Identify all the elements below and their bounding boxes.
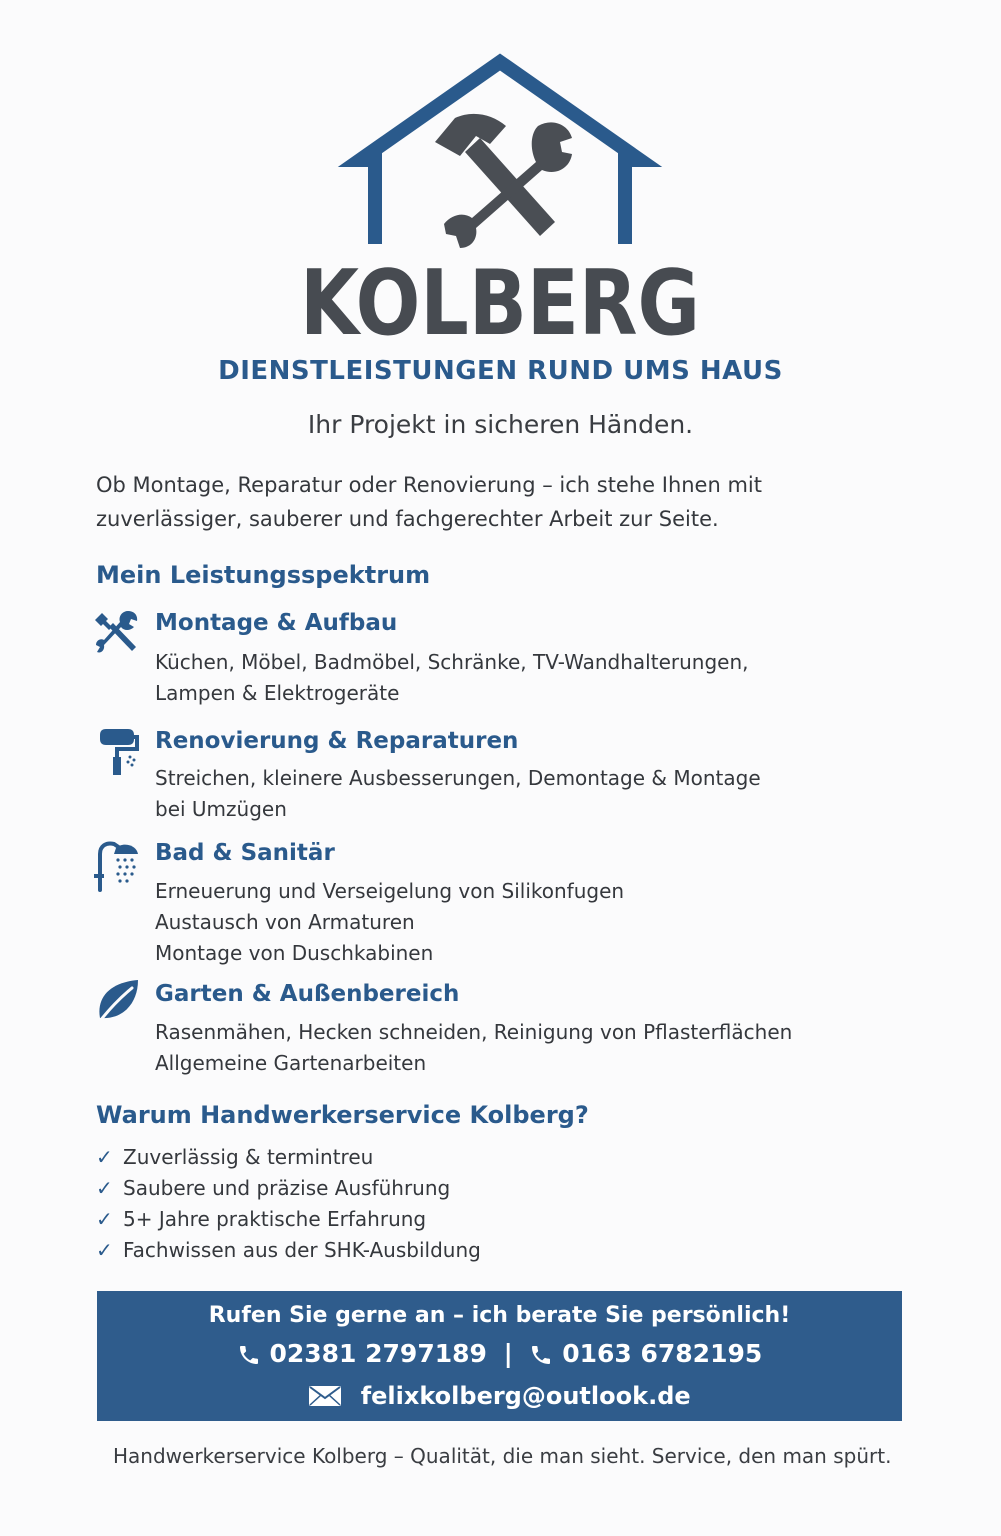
kolberg-logo bbox=[280, 52, 720, 356]
paint-roller-icon bbox=[92, 727, 142, 777]
intro-text bbox=[96, 468, 916, 536]
phone-icon bbox=[529, 1343, 553, 1367]
checkmark-icon: ✓ bbox=[96, 1238, 113, 1262]
service-title: Renovierung & Reparaturen bbox=[155, 728, 519, 754]
service-title: Garten & Außenbereich bbox=[155, 981, 460, 1007]
logo-wordmark: KOLBERG bbox=[300, 251, 700, 356]
service-line: Montage von Duschkabinen bbox=[155, 941, 434, 965]
service-line: Austausch von Armaturen bbox=[155, 910, 415, 934]
phone-number[interactable]: 02381 2797189 bbox=[269, 1339, 487, 1368]
service-description bbox=[155, 647, 749, 709]
why-heading: Warum Handwerkerservice Kolberg? bbox=[96, 1101, 589, 1129]
service-description bbox=[155, 763, 761, 825]
contact-box bbox=[97, 1291, 902, 1421]
list-item: ✓ Fachwissen aus der SHK-Ausbildung bbox=[96, 1235, 481, 1266]
list-item: ✓ 5+ Jahre praktische Erfahrung bbox=[96, 1204, 481, 1235]
email-link[interactable]: felixkolberg@outlook.de bbox=[360, 1382, 691, 1410]
service-title: Montage & Aufbau bbox=[155, 610, 398, 636]
service-line: Lampen & Elektrogeräte bbox=[155, 681, 400, 705]
list-item: ✓ Zuverlässig & termintreu bbox=[96, 1142, 481, 1173]
tools-icon bbox=[92, 607, 142, 657]
phone-icon bbox=[237, 1343, 261, 1367]
service-line: Rasenmähen, Hecken schneiden, Reinigung von Pflasterflächen bbox=[155, 1020, 793, 1044]
phone-number[interactable]: 0163 6782195 bbox=[562, 1339, 763, 1368]
leaf-icon bbox=[92, 978, 142, 1028]
house-outline-icon bbox=[360, 62, 640, 244]
tagline: Ihr Projekt in sicheren Händen. bbox=[307, 410, 694, 439]
footer-slogan: Handwerkerservice Kolberg – Qualität, die man sieht. Service, den man spürt. bbox=[113, 1444, 892, 1468]
checkmark-icon: ✓ bbox=[96, 1207, 113, 1231]
service-description bbox=[155, 1017, 792, 1079]
reasons-list bbox=[96, 1142, 481, 1266]
service-line: bei Umzügen bbox=[155, 797, 287, 821]
phone-numbers bbox=[97, 1339, 902, 1368]
envelope-icon bbox=[308, 1385, 342, 1407]
checkmark-icon: ✓ bbox=[96, 1176, 113, 1200]
service-line: Küchen, Möbel, Badmöbel, Schränke, TV-Wandhalterungen, bbox=[155, 650, 749, 674]
subtitle: DIENSTLEISTUNGEN RUND UMS HAUS bbox=[218, 356, 783, 386]
service-line: Streichen, kleinere Ausbesserungen, Demontage & Montage bbox=[155, 766, 761, 790]
service-line: Allgemeine Gartenarbeiten bbox=[155, 1051, 427, 1075]
shower-icon bbox=[92, 840, 142, 890]
intro-line: Ob Montage, Reparatur oder Renovierung – ich stehe Ihnen mit bbox=[96, 473, 762, 497]
services-heading: Mein Leistungsspektrum bbox=[96, 561, 431, 589]
contact-heading: Rufen Sie gerne an – ich berate Sie persönlich! bbox=[208, 1303, 791, 1328]
email-row bbox=[97, 1381, 902, 1410]
intro-line: zuverlässiger, sauberer und fachgerechter Arbeit zur Seite. bbox=[96, 507, 719, 531]
service-title: Bad & Sanitär bbox=[155, 840, 335, 866]
checkmark-icon: ✓ bbox=[96, 1145, 113, 1169]
service-description bbox=[155, 876, 624, 969]
list-item: ✓ Saubere und präzise Ausführung bbox=[96, 1173, 481, 1204]
phone-separator: | bbox=[503, 1339, 513, 1368]
service-line: Erneuerung und Verseigelung von Silikonfugen bbox=[155, 879, 625, 903]
